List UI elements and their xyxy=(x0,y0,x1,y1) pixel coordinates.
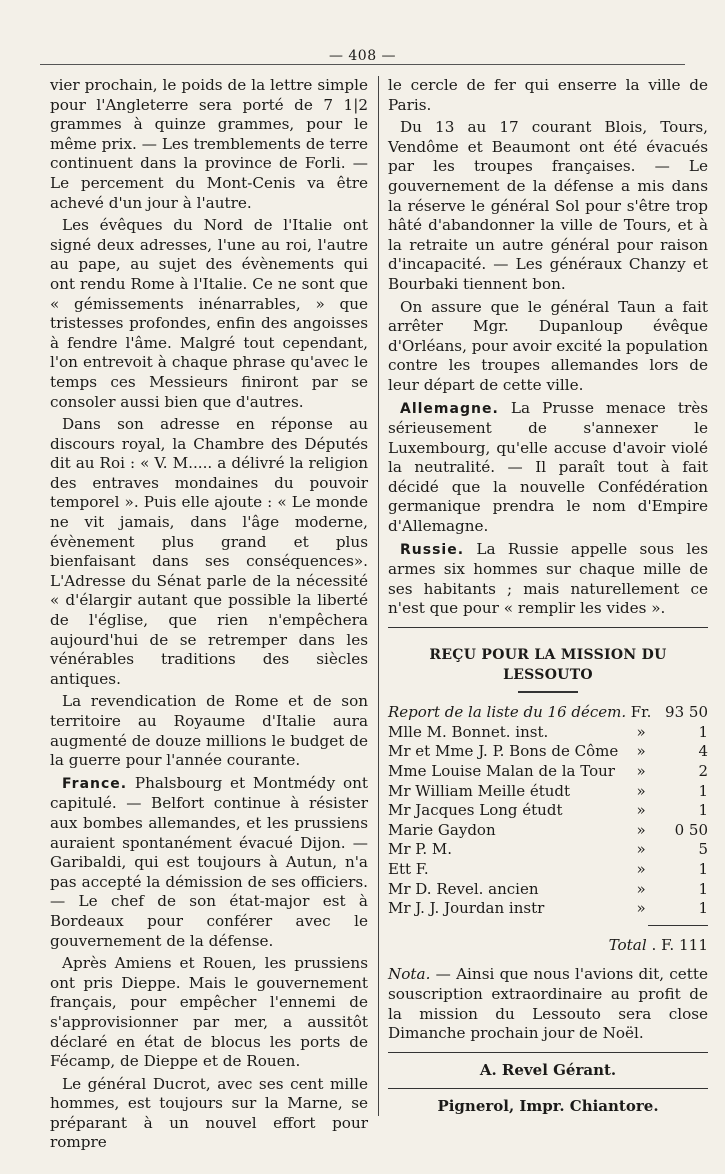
left-column xyxy=(50,76,368,1156)
donation-amount: 2 xyxy=(698,762,708,780)
ditto-mark: » xyxy=(636,899,646,918)
paragraph-text: Les évêques du Nord de l'Italie ont signé deux adresses, l'une au roi, l'autre au pape, au sujet des évènements qui ont rendu Rome à l'Italie. Ce ne sont que « gémissements inénarrables, » que tristesses profondes, enfin des angoisses à fendre l'âme. Malgré tout cependant, l'on entrevoit à chaque phrase qu'avec le temps ces Messieurs finiront par se consoler aussi bien que d'autres. xyxy=(50,216,368,411)
nota-text: — Ainsi que nous l'avions dit, cette souscription extraordinaire au profit de la mission du Lessouto sera close Dimanche prochain jour de Noël. xyxy=(388,965,708,1043)
donor-row xyxy=(388,742,708,762)
receipts-heading: REÇU POUR LA MISSION DU LESSOUTO xyxy=(429,647,667,683)
donor-row xyxy=(388,821,708,841)
ditto-mark: » xyxy=(636,722,646,741)
donor-row xyxy=(388,762,708,782)
paragraph-text: Après Amiens et Rouen, les prussiens ont pris Dieppe. Mais le gouvernement français, pour empêcher l'ennemi de s'approvisionner par mer, a aussitôt déclaré en état de blocus les ports de Fécamp, de Dieppe et de Rouen. xyxy=(50,954,368,1071)
donation-amount: 1 xyxy=(698,879,708,898)
donor-name: Mr Jacques Long étudt xyxy=(388,801,563,820)
article-paragraph xyxy=(388,298,708,396)
nota-paragraph xyxy=(388,965,708,1043)
section-rule xyxy=(388,627,708,628)
donation-amount: 5 xyxy=(698,840,708,859)
report-row xyxy=(388,703,708,723)
donor-row xyxy=(388,801,708,821)
donor-name: Ett F. xyxy=(388,859,429,878)
donor-row xyxy=(388,860,708,880)
donation-amount: 1 xyxy=(698,859,708,878)
right-column xyxy=(388,76,708,1117)
article-paragraph xyxy=(388,76,708,115)
nota-label: Nota. xyxy=(388,965,431,984)
article-paragraph xyxy=(50,692,368,770)
donation-amount: 1 xyxy=(698,899,708,918)
ditto-mark: » xyxy=(636,801,646,820)
column-divider xyxy=(378,76,379,1116)
report-amount: 93 50 xyxy=(665,703,708,722)
donor-name: Mr William Meille étudt xyxy=(388,781,571,800)
paragraph-text: Phalsbourg et Montmédy ont capitulé. — Belfort continue à résister aux bombes allemandes, et les prussiens auraient spontanément évacué Dijon. — Garibaldi, qui est toujours à Autun, n'a pas accepté la démission de ses officiers. — Le chef de son état-major est à Bordeaux pour conférer avec le gouvernement de la défense. xyxy=(50,773,368,950)
donor-row xyxy=(388,840,708,860)
report-label: Report de la liste du 16 décem. xyxy=(388,703,627,722)
total-label: Total xyxy=(608,935,647,954)
article-paragraph xyxy=(50,415,368,689)
donor-name: Mr P. M. xyxy=(388,840,453,859)
receipts-section xyxy=(388,627,708,1117)
page-number: — 408 — xyxy=(328,48,397,64)
ditto-mark: » xyxy=(636,879,646,898)
ditto-mark: » xyxy=(636,781,646,800)
article-paragraph xyxy=(50,1075,368,1153)
donor-name: Marie Gaydon xyxy=(388,820,496,839)
paragraph-text: La revendication de Rome et de son territoire au Royaume d'Italie aura augmenté de douze millions le budget de la guerre pour l'année courante. xyxy=(50,692,368,770)
donor-row xyxy=(388,899,708,919)
header-rule xyxy=(40,64,685,65)
paragraph-text: Du 13 au 17 courant Blois, Tours, Vendôme et Beaumont ont été évacués par les troupes françaises. — Le gouvernement de la défense a mis dans la réserve le général Sol pour s'être trop hâté d'abandonner la ville de Tours, et à la retraite un autre général pour raison d'incapacité. — Les généraux Chanzy et Bourbaki tiennent bon. xyxy=(388,118,708,293)
ditto-mark: » xyxy=(636,859,646,878)
ditto-mark: » xyxy=(636,840,646,859)
article-paragraph xyxy=(50,774,368,951)
paragraph-text: le cercle de fer qui enserre la ville de Paris. xyxy=(388,76,708,114)
country-heading: France. xyxy=(62,775,128,792)
donation-amount: 0 50 xyxy=(674,820,708,839)
paragraph-text: La Russie appelle sous les armes six hommes sur chaque mille de ses habitants ; mais naturellement ce n'est que pour « remplir les vides ». xyxy=(388,539,708,618)
printer-line: Pignerol, Impr. Chiantore. xyxy=(437,1097,659,1116)
paragraph-text: vier prochain, le poids de la lettre simple pour l'Angleterre sera porté de 7 1|2 grammes à quinze grammes, pour le même prix. — Les tremblements de terre continuent dans la province de Forli. — Le percement du Mont-Cenis va être achevé d'un jour à l'autre. xyxy=(50,76,368,212)
article-paragraph xyxy=(50,76,368,213)
article-paragraph xyxy=(388,540,708,619)
total-rule xyxy=(648,925,708,926)
ditto-mark: » xyxy=(636,762,646,780)
country-heading: Russie. xyxy=(400,541,465,558)
article-paragraph xyxy=(388,399,708,537)
signature-rule-bottom xyxy=(388,1088,708,1089)
total-value: . F. 111 xyxy=(651,935,708,954)
signature: A. Revel Gérant. xyxy=(479,1060,617,1079)
receipts-table xyxy=(388,703,708,919)
donation-amount: 1 xyxy=(698,801,708,820)
ditto-mark: » xyxy=(636,742,646,761)
donation-amount: 1 xyxy=(698,781,708,800)
paragraph-text: Dans son adresse en réponse au discours royal, la Chambre des Députés dit au Roi : « V. M..... a délivré la religion des entraves mondaines du pouvoir temporel ». Puis elle ajoute : « Le monde ne vit jamais, dans l'âge moderne, évènement plus grand et plus bienfaisant dans ses conséquences». L'Adresse du Sénat parle de la nécessité « d'élargir autant que possible la liberté de l'église, que rien n'empêchera aujourd'hui de se retremper dans les vénérables traditions des siècles antiques. xyxy=(50,415,368,688)
donation-amount: 4 xyxy=(698,742,708,761)
donation-amount: 1 xyxy=(698,722,708,741)
heading-rule xyxy=(518,691,578,693)
donor-name: Mlle M. Bonnet. inst. xyxy=(388,722,549,741)
article-paragraph xyxy=(50,216,368,412)
donor-name: Mr et Mme J. P. Bons de Côme xyxy=(388,742,619,761)
signature-rule-top xyxy=(388,1052,708,1053)
article-paragraph xyxy=(388,118,708,294)
ditto-mark: » xyxy=(636,820,646,839)
paragraph-text: On assure que le général Taun a fait arrêter Mgr. Dupanloup évêque d'Orléans, pour avoir excité la population contre les troupes allemandes lors de leur départ de cette ville. xyxy=(388,297,708,394)
donor-row xyxy=(388,782,708,802)
country-heading: Allemagne. xyxy=(400,400,499,417)
paragraph-text: La Prusse menace très sérieusement de s'annexer le Luxembourg, qu'elle accuse d'avoir violé la neutralité. — Il paraît tout à fait décidé que la nouvelle Confédération germanique prendra le nom d'Empire d'Allemagne. xyxy=(388,398,708,536)
total-line xyxy=(388,936,708,956)
donor-name: Mme Louise Malan de la Tour xyxy=(388,762,615,780)
donor-row xyxy=(388,723,708,743)
report-currency: Fr. xyxy=(630,703,652,722)
donor-name: Mr D. Revel. ancien xyxy=(388,879,539,898)
article-paragraph xyxy=(50,954,368,1072)
donor-name: Mr J. J. Jourdan instr xyxy=(388,899,545,918)
paragraph-text: Le général Ducrot, avec ses cent mille hommes, est toujours sur la Marne, se préparant à un nouvel effort pour rompre xyxy=(50,1074,368,1152)
donor-row xyxy=(388,880,708,900)
